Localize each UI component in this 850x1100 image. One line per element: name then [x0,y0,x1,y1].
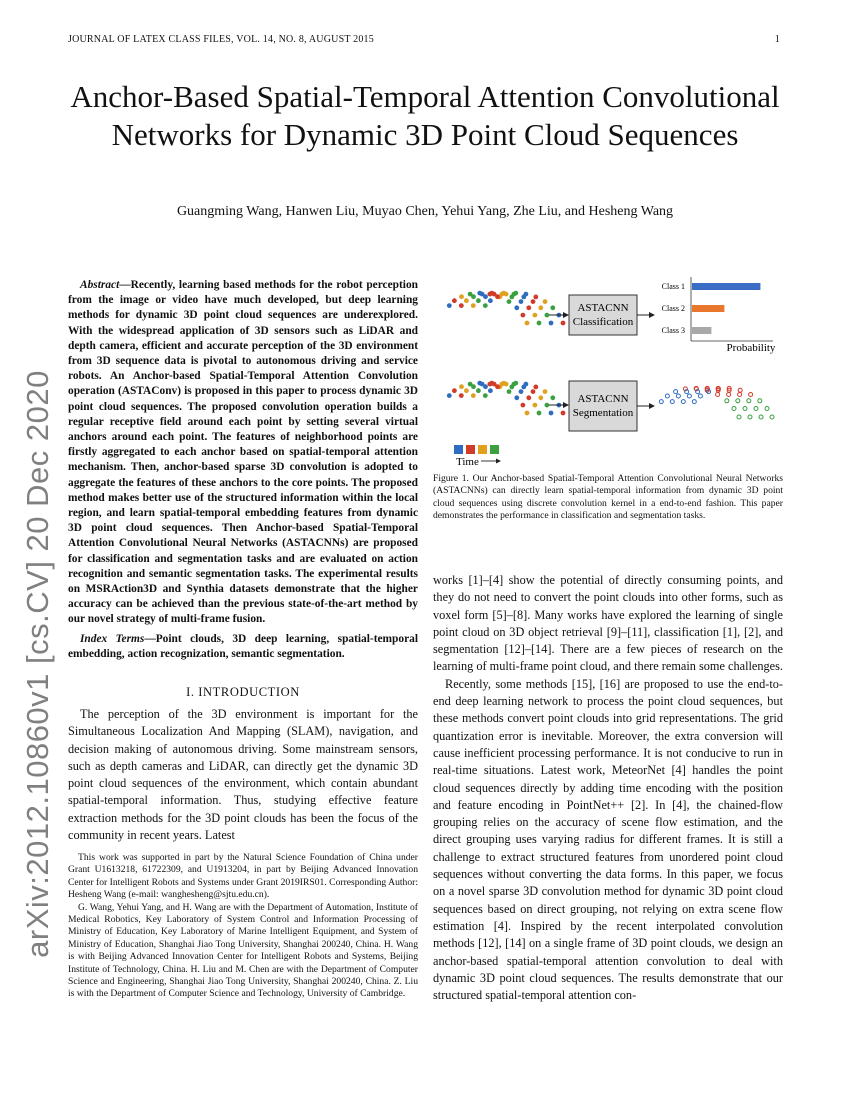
segmented-point [687,394,691,398]
point-marker [504,292,509,297]
segmented-point [738,393,742,397]
caption-text: Our Anchor-based Spatial-Temporal Attention Convolutional Neural Networks (ASTACNNs) can directly learn spatial-temporal information from dynamic 3D point cloud sequences using discrete convolution kernel in a end-to-end fashion. This paper demonstrates the performance in classification and segmentation tasks. [433,473,783,522]
point-marker [519,389,524,394]
point-marker [525,321,530,326]
point-marker [524,292,529,297]
point-marker [504,382,509,387]
caption-label: Figure 1. [433,473,469,484]
point-marker [464,298,469,303]
section-heading: I. INTRODUCTION [186,685,300,699]
segmentation-box-line2: Segmentation [572,407,634,419]
abstract-text: —Recently, learning based methods for the robot perception from the image or video have much developed, but deep learning methods for dynamic 3D point cloud sequences are underexplored. With the widespread application of 3D sensors such as LiDAR and depth camera, efficient and accurate perception of the 3D environment from 3D sequence data is pivotal to autonomous driving and service robots. An Anchor-based Spatial-Temporal Attention Convolution operation (ASTAConv) is proposed in this paper to process dynamic 3D point cloud sequences. The proposed convolution operation builds a regular receptive field around each point by setting several virtual anchors around each point. The features of neighborhood points are firstly aggregated to each anchor based on spatial-temporal attention mechanism. Then, anchor-based sparse 3D convolution is adopted to aggregate the features of these anchors to the core points. The proposed method makes better use of the structured information within the local region, and learn spatial-temporal embedding features from dynamic 3D point cloud sequences. Then Anchor-based Spatial-Temporal Attention Convolutional Neural Networks (ASTACNNs) are proposed for classification and segmentation tasks and are evaluated on action recognition and semantic segmentation tasks. The experimental results on MSRAction3D and Synthia datasets demonstrate that the higher accuracy can be achieved than the previous state-of-the-art method by our novel strategy of multi-frame fusion. [68,279,418,626]
point-marker [531,299,536,304]
footnote-affiliations: G. Wang, Yehui Yang, and H. Wang are with the Department of Automation, Institute of Medical Robotics, Key Laboratory of System Control and Information Processing of Ministry of Education, Key Laboratory of Marine Intelligent Equipment, and System of Ministry of Education, Shanghai Jiao Tong University, Shanghai 200240, China. H. Wang is with Beijing Advanced Innovation Center for Intelligent Robots and Systems, Beijing Institute of Technology, China. H. Liu and M. Chen are with the Department of Computer Science and Engineering, Shanghai Jiao Tong University, Shanghai 200240, China. Z. Liu is with the Department of Computer Science and Technology, University of Cambridge. [68,901,418,1000]
footnotes [68,852,418,1001]
point-marker [538,395,543,400]
time-step-swatch [466,445,475,454]
arrow-head-icon [496,459,501,464]
segmented-point [716,393,720,397]
point-marker [543,389,548,394]
classification-box [569,295,637,335]
segmented-point [765,407,769,411]
segmented-point [759,415,763,419]
segmented-point [692,400,696,404]
classification-box-line1: ASTACNN [577,302,629,314]
input-point-cloud-top [447,291,566,326]
running-head-text: JOURNAL OF LATEX CLASS FILES, VOL. 14, NO. 8, AUGUST 2015 [68,34,374,45]
arrow-head-icon [649,312,655,318]
segmented-point [770,415,774,419]
segmented-point [698,394,702,398]
point-marker [476,298,481,303]
time-step-swatch [490,445,499,454]
segmented-point [676,394,680,398]
point-marker [543,299,548,304]
point-marker [459,384,464,389]
point-marker [550,395,555,400]
segmented-point [754,407,758,411]
point-marker [545,403,550,408]
segmented-point [737,415,741,419]
point-marker [483,393,488,398]
index-terms [68,632,418,662]
figure-1 [433,275,783,470]
time-legend [454,445,499,454]
point-marker [471,294,476,299]
segmented-point [747,399,751,403]
point-marker [550,305,555,310]
point-marker [447,393,452,398]
intro-paragraph: The perception of the 3D environment is important for the Simultaneous Localization And Mapping (SLAM), navigation, and decision making of autonomous driving. Some mainstream sensors, such as depth cameras and LiDAR, can directly get the dynamic 3D point cloud sequences of the environment, which contain abundant spatial-temporal information. Thus, studying effective feature extraction methods for the 3D point clouds has been the focus of the community in recent years. Latest [68,707,418,843]
running-header [68,34,780,45]
point-marker [549,411,554,416]
segmented-point [743,407,747,411]
point-marker [476,388,481,393]
time-label: Time [456,456,479,468]
point-marker [537,321,542,326]
point-marker [447,303,452,308]
index-terms-text: —Point clouds, 3D deep learning, spatial-temporal embedding, action recognization, semantic segmentation. [68,633,418,661]
right-paragraph-1: works [1]–[4] show the potential of directly consuming points, and they do not need to convert the point clouds into other forms, such as voxel form [5]–[8]. Many works have explored the learning of single point cloud on 3D object retrieval [9]–[11], classification [1], [2], and segmentation [12]–[14]. There are a few pieces of research on the learning of multi-frame point cloud, and there remain some challenges. [433,573,783,674]
point-marker [525,411,530,416]
probability-axis-label: Probability [726,342,776,354]
point-marker [495,384,500,389]
point-marker [507,299,512,304]
point-marker [483,303,488,308]
index-terms-label: Index Terms [80,633,145,645]
point-marker [533,313,538,318]
input-point-cloud-bottom [447,381,566,416]
point-marker [561,411,566,416]
point-marker [459,393,464,398]
right-column-body [433,572,783,1004]
class-bar [692,305,724,312]
point-marker [471,303,476,308]
point-marker [495,294,500,299]
time-step-swatch [454,445,463,454]
point-marker [533,385,538,390]
class-label: Class 3 [661,326,685,335]
point-marker [471,384,476,389]
point-marker [561,321,566,326]
figure-caption [433,473,783,523]
segmented-point [670,400,674,404]
point-marker [483,384,488,389]
point-marker [452,388,457,393]
point-marker [524,382,529,387]
point-marker [538,305,543,310]
classification-box-line2: Classification [572,316,634,328]
point-marker [464,388,469,393]
arrow-head-icon [563,402,569,408]
segmented-point [738,388,742,392]
paper-title: Anchor-Based Spatial-Temporal Attention Convolutional Networks for Dynamic 3D Point Cloud Sequences [70,79,780,152]
point-marker [452,298,457,303]
arrow-head-icon [649,403,655,409]
point-marker [459,294,464,299]
segmentation-box [569,381,637,431]
abstract [68,278,418,628]
segmented-point [732,407,736,411]
segmented-point [681,400,685,404]
point-marker [526,305,531,310]
class-bar [692,327,711,334]
point-marker [545,313,550,318]
time-step-swatch [478,445,487,454]
right-paragraph-2: Recently, some methods [15], [16] are proposed to use the end-to-end deep learning network to process the point cloud sequences, but these methods convert point clouds into grid representations. The grid quantization error is inevitable. Moreover, the extra conversion will cause inefficient processing performance. It is not conducive to run in real-time situations. Latest work, MeteorNet [4] handles the point cloud sequences directly by adding time encoding with the position and feature encoding in PointNet++ [2]. In [4], the chained-flow grouping relies on the accuracy of scene flow estimation, and the direct grouping uses varying radius for different frames. It is still a challenge to extract structured features from unordered point cloud sequences without converting the data forms. In this paper, we focus on a novel sparse 3D convolution method for dynamic 3D point cloud sequences based on direct grouping, not relying on extra scene flow estimation [4]. Inspired by the recent interpolated convolution methods [12], [14] on a single frame of 3D point clouds, we design an anchor-based spatial-temporal attention convolution to deal with dynamic 3D point cloud sequences. The results demonstrate that our structured spatial-temporal attention con- [433,676,783,1003]
page-number: 1 [774,34,780,45]
point-marker [521,403,526,408]
point-marker [513,381,518,386]
class-label: Class 1 [661,282,685,291]
segmented-point [659,400,663,404]
segmented-point [725,399,729,403]
arxiv-stamp: arXiv:2012.10860v1 [cs.CV] 20 Dec 2020 [20,370,55,958]
point-marker [533,295,538,300]
point-marker [549,321,554,326]
segmented-point [749,393,753,397]
point-marker [459,303,464,308]
point-marker [537,411,542,416]
point-marker [513,291,518,296]
arrow-head-icon [563,312,569,318]
point-marker [526,395,531,400]
point-marker [483,294,488,299]
class-probability-chart [662,282,761,335]
footnote-funding: This work was supported in part by the Natural Science Foundation of China under Grant U1613218, 61722309, and U1913204, in part by Beijing Advanced Innovation Center for Intelligent Robots and Systems under Grant 2019IRS01. Corresponding Author: Hesheng Wang (e-mail: wanghesheng@sjtu.edu.cn). [68,852,418,901]
abstract-label: Abstract [80,279,120,291]
point-marker [519,299,524,304]
segmentation-box-line1: ASTACNN [577,393,629,405]
point-marker [471,393,476,398]
segmented-point-cloud [659,386,774,419]
arxiv-stamp-margin [0,0,70,1100]
point-marker [531,389,536,394]
segmented-point [748,415,752,419]
segmented-point [727,393,731,397]
class-bar [692,283,760,290]
class-label: Class 2 [661,304,685,313]
point-marker [521,313,526,318]
segmented-point [665,394,669,398]
segmented-point [674,390,678,394]
segmented-point [758,399,762,403]
point-marker [488,388,493,393]
point-marker [514,305,519,310]
segmented-point [736,399,740,403]
point-marker [514,395,519,400]
point-marker [533,403,538,408]
point-marker [507,389,512,394]
point-marker [488,298,493,303]
author-list: Guangming Wang, Hanwen Liu, Muyao Chen, Yehui Yang, Zhe Liu, and Hesheng Wang [176,204,674,219]
